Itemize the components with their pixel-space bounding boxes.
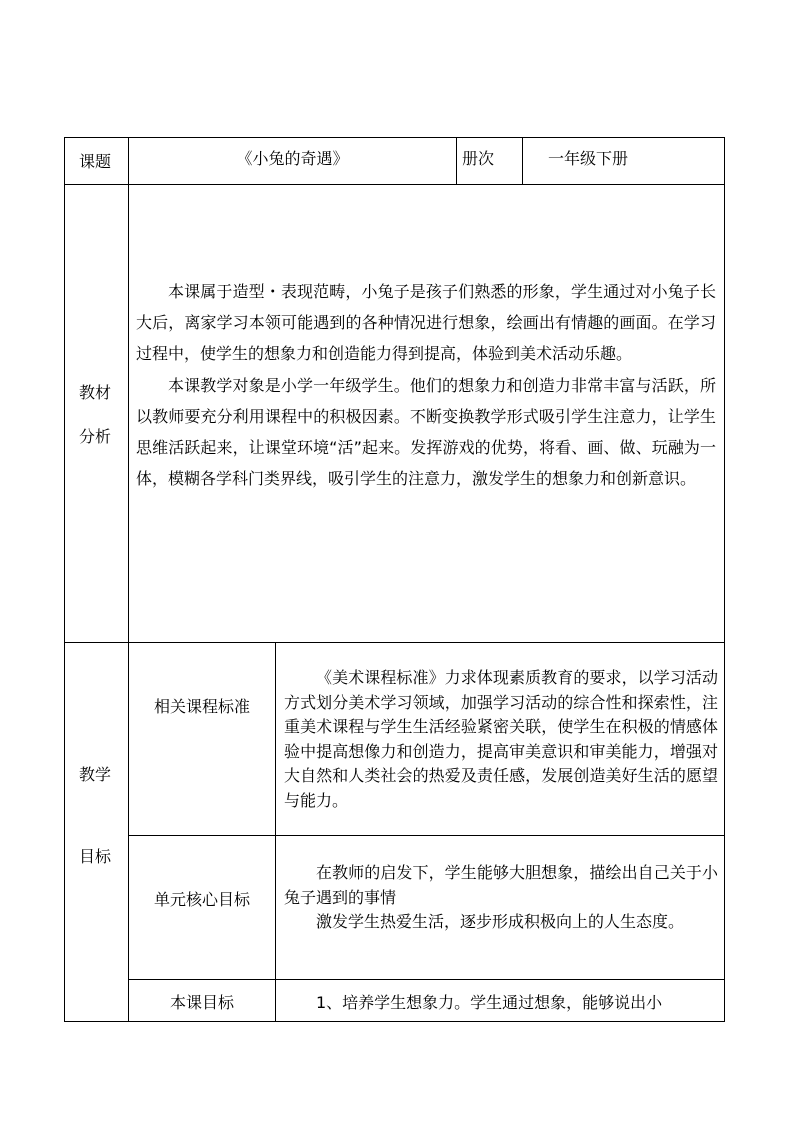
unit-core-goal-text [284, 861, 718, 935]
table-rule-header-volume-right [522, 137, 523, 185]
table-rule-header-volume-left [456, 137, 457, 185]
table-rule-subcolumn [275, 642, 276, 1022]
label-goals-line1: 教学 [79, 765, 112, 784]
volume-value: 一年级下册 [548, 149, 629, 168]
table-rule-after-standard [128, 835, 724, 836]
unit-core-goal-paragraph-1: 在教师的启发下，学生能够大胆想象，描绘出自己关于小兔子遇到的事情 [284, 863, 718, 907]
table-border-top [64, 137, 724, 138]
label-lesson-goal: 本课目标 [169, 993, 234, 1012]
label-curriculum-standard: 相关课程标准 [153, 697, 250, 716]
curriculum-standard-text [284, 666, 718, 813]
label-volume: 册次 [462, 149, 495, 168]
table-border-right [724, 137, 725, 1022]
curriculum-standard-paragraph: 《美术课程标准》力求体现素质教育的要求，以学习活动方式划分美术学习领域，加强学习活动的综合性和探索性，注重美术课程与学生生活经验紧密关联，使学生在积极的情感体验中提高想像力和创造力，提高审美意识和审美能力，增强对大自然和人类社会的热爱及责任感，发展创造美好生活的愿望与能力。 [284, 668, 718, 810]
label-analysis-line2: 分析 [79, 427, 112, 446]
table-border-bottom [64, 1021, 724, 1022]
analysis-text [136, 276, 716, 494]
label-analysis-line1: 教材 [79, 383, 112, 402]
unit-core-goal-paragraph-2: 激发学生热爱生活，逐步形成积极向上的人生态度。 [316, 912, 685, 931]
table-border-left [64, 137, 65, 1022]
analysis-paragraph-1: 本课属于造型・表现范畴，小兔子是孩子们熟悉的形象，学生通过对小兔子长大后，离家学习本领可能遇到的各种情况进行想象，绘画出有情趣的画面。在学习过程中，使学生的想象力和创造能力得到提高，体验到美术活动乐趣。 [136, 282, 716, 364]
label-topic: 课题 [79, 152, 112, 171]
table-rule-after-unit [128, 979, 724, 980]
label-unit-core-goal: 单元核心目标 [153, 890, 250, 909]
analysis-paragraph-2: 本课教学对象是小学一年级学生。他们的想象力和创造力非常丰富与活跃，所以教师要充分利用课程中的积极因素。不断变换教学形式吸引学生注意力，让学生思维活跃起来，让课堂环境“活”起来。发挥游戏的优势，将看、画、做、玩融为一体，模糊各学科门类界线，吸引学生的注意力，激发学生的想象力和创新意识。 [136, 375, 716, 489]
topic-value: 《小兔的奇遇》 [236, 149, 349, 168]
label-goals-line2: 目标 [79, 847, 112, 866]
table-rule-after-header [64, 184, 724, 185]
lesson-goal-text: 1、培养学生想象力。学生通过想象，能够说出小 [316, 993, 663, 1012]
table-rule-after-analysis [64, 642, 724, 643]
